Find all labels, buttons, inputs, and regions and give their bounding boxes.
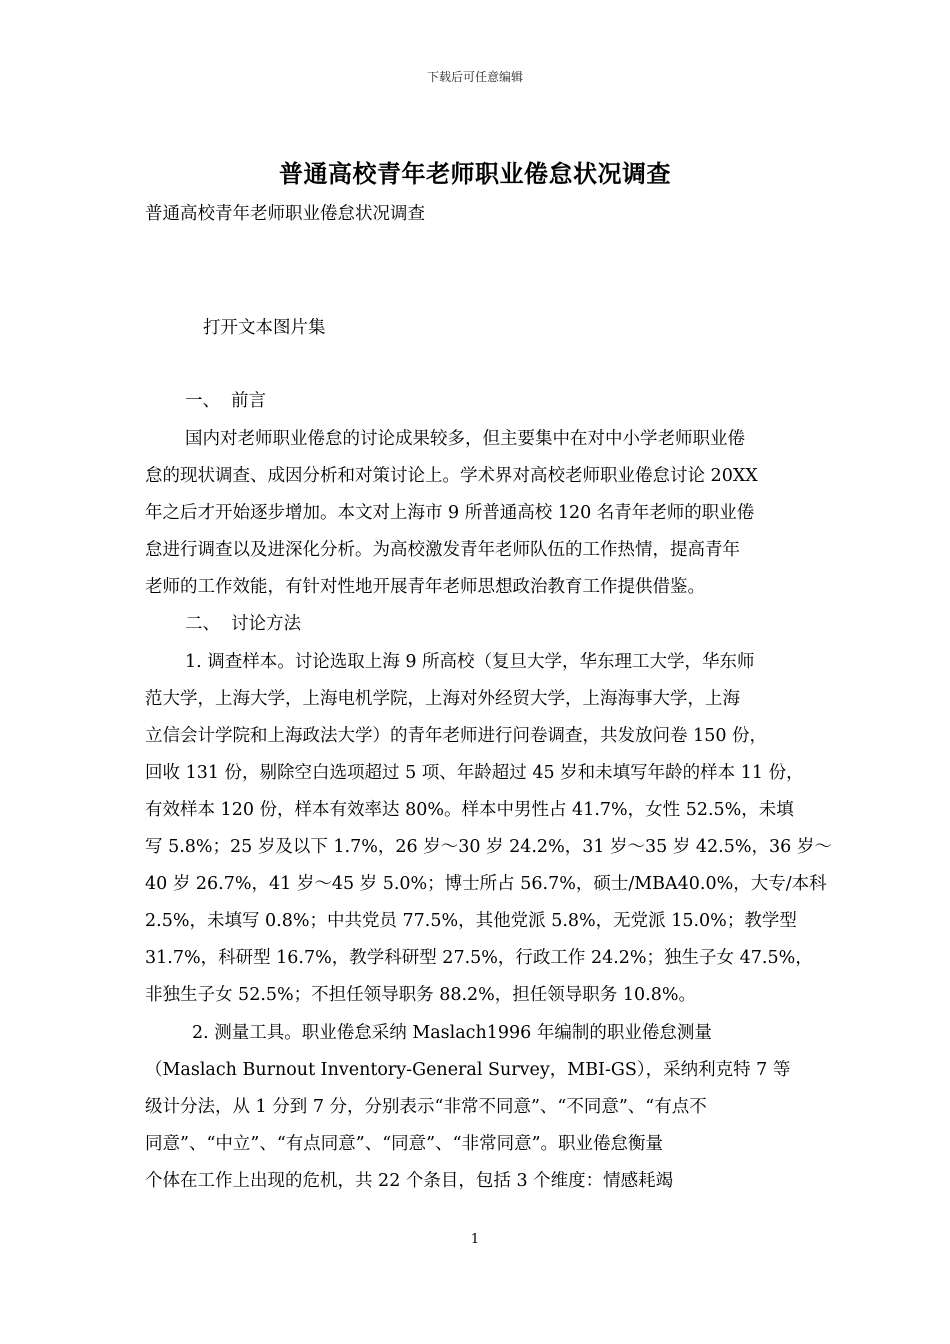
text-line: 级计分法，从 1 分到 7 分，分别表示“非常不同意”、“不同意”、“有点不 bbox=[145, 1097, 707, 1117]
text-line: 同意”、“中立”、“有点同意”、“同意”、“非常同意”。职业倦怠衡量 bbox=[145, 1134, 664, 1154]
page-number: 1 bbox=[470, 1232, 480, 1247]
paragraph-measurement-tool bbox=[145, 1015, 815, 1200]
section-title: 讨论方法 bbox=[231, 614, 301, 634]
text-line: 40 岁 26.7%，41 岁～45 岁 5.0%；博士所占 56.7%，硕士/MBA40.0%，大专/本科 bbox=[145, 874, 827, 894]
text-line: 回收 131 份，剔除空白选项超过 5 项、年龄超过 45 岁和未填写年龄的样本 11 份， bbox=[145, 763, 804, 783]
text-line: 国内对老师职业倦怠的讨论成果较多，但主要集中在对中小学老师职业倦 bbox=[185, 429, 745, 449]
open-image-gallery-link[interactable]: 打开文本图片集 bbox=[203, 318, 326, 338]
section-number: 二、 bbox=[185, 614, 220, 634]
document-title: 普通高校青年老师职业倦怠状况调查 bbox=[279, 159, 671, 188]
text-line: 老师的工作效能，有针对性地开展青年老师思想政治教育工作提供借鉴。 bbox=[145, 577, 705, 597]
page-header-note: 下载后可任意编辑 bbox=[426, 70, 523, 84]
text-line: 立信会计学院和上海政法大学）的青年老师进行问卷调查，共发放问卷 150 份， bbox=[145, 726, 768, 746]
paragraph-preface bbox=[145, 421, 815, 606]
section-heading-preface bbox=[185, 387, 266, 412]
text-line: 怠的现状调查、成因分析和对策讨论上。学术界对高校老师职业倦怠讨论 20XX bbox=[145, 466, 758, 486]
text-line: 个体在工作上出现的危机，共 22 个条目，包括 3 个维度：情感耗竭 bbox=[145, 1171, 674, 1191]
document-subtitle: 普通高校青年老师职业倦怠状况调查 bbox=[145, 204, 425, 224]
section-number: 一、 bbox=[185, 391, 220, 411]
text-line: （Maslach Burnout Inventory-General Survey，MBI-GS），采纳利克特 7 等 bbox=[145, 1060, 791, 1080]
text-line: 1. 调查样本。讨论选取上海 9 所高校（复旦大学，华东理工大学，华东师 bbox=[185, 652, 755, 672]
text-line: 怠进行调查以及进深化分析。为高校激发青年老师队伍的工作热情，提高青年 bbox=[145, 540, 740, 560]
text-line: 写 5.8%；25 岁及以下 1.7%，26 岁～30 岁 24.2%，31 岁～35 岁 42.5%，36 岁～ bbox=[145, 837, 832, 857]
text-line: 范大学，上海大学，上海电机学院，上海对外经贸大学，上海海事大学，上海 bbox=[145, 689, 740, 709]
text-line: 非独生子女 52.5%；不担任领导职务 88.2%，担任领导职务 10.8%。 bbox=[145, 985, 696, 1005]
paragraph-survey-sample bbox=[145, 644, 832, 1014]
text-line: 2.5%，未填写 0.8%；中共党员 77.5%，其他党派 5.8%，无党派 15.0%；教学型 bbox=[145, 911, 797, 931]
section-heading-method bbox=[185, 610, 301, 635]
text-line: 2. 测量工具。职业倦怠采纳 Maslach1996 年编制的职业倦怠测量 bbox=[192, 1023, 712, 1043]
text-line: 年之后才开始逐步增加。本文对上海市 9 所普通高校 120 名青年老师的职业倦 bbox=[145, 503, 755, 523]
section-title: 前言 bbox=[231, 391, 266, 411]
text-line: 31.7%，科研型 16.7%，教学科研型 27.5%，行政工作 24.2%；独生子女 47.5%， bbox=[145, 948, 813, 968]
text-line: 有效样本 120 份，样本有效率达 80%。样本中男性占 41.7%，女性 52.5%，未填 bbox=[145, 800, 794, 820]
